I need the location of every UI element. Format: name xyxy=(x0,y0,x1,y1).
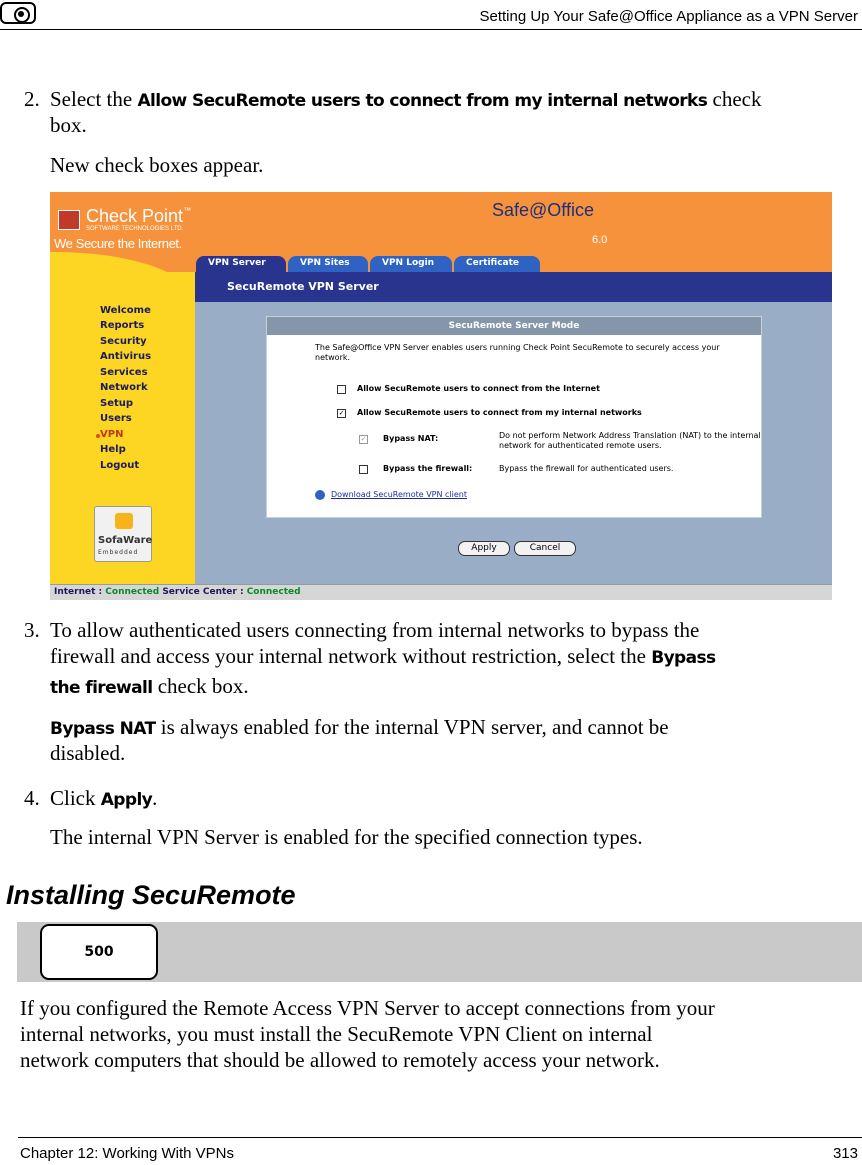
page-header xyxy=(0,0,862,32)
step4-bold: Apply xyxy=(100,790,153,810)
step4-number: 4. xyxy=(24,786,40,810)
footer-chapter: Chapter 12: Working With VPNs xyxy=(20,1145,234,1162)
panel-title: SecuRemote Server Mode xyxy=(267,317,761,335)
nav-antivirus[interactable]: Antivirus xyxy=(100,351,152,362)
product-version: 6.0 xyxy=(592,234,608,246)
nav-network[interactable]: Network xyxy=(100,382,148,393)
step3-note-line2: disabled. xyxy=(50,741,126,765)
section-title: Installing SecuRemote xyxy=(6,880,296,910)
brand-tagline: We Secure the Internet. xyxy=(54,236,182,251)
header-title: Setting Up Your Safe@Office Appliance as a VPN Server xyxy=(479,8,858,25)
tab-vpn-server[interactable]: VPN Server xyxy=(196,256,286,272)
step4-line: Click Apply. xyxy=(50,786,158,810)
tab-vpn-sites[interactable]: VPN Sites xyxy=(288,256,368,272)
bypass-firewall-label: Bypass the firewall: xyxy=(383,464,473,473)
download-client-link[interactable]: Download SecuRemote VPN client xyxy=(331,490,467,499)
allow-internet-label: Allow SecuRemote users to connect from the Internet xyxy=(357,384,600,393)
bypass-nat-desc: Do not perform Network Address Translation (NAT) to the internal network for authenticated remote users. xyxy=(499,431,761,450)
allow-internal-label: Allow SecuRemote users to connect from my internal networks xyxy=(357,408,642,417)
cancel-button[interactable]: Cancel xyxy=(514,541,576,556)
nav-logout[interactable]: Logout xyxy=(100,460,140,471)
securemote-server-mode-panel xyxy=(266,316,762,518)
step2-bold: Allow SecuRemote users to connect from my internal networks xyxy=(137,91,708,111)
tab-certificate[interactable]: Certificate xyxy=(454,256,540,272)
step2-result: New check boxes appear. xyxy=(50,153,264,177)
step3-number: 3. xyxy=(24,618,40,642)
panel-description: The Safe@Office VPN Server enables users running Check Point SecuRemote to securely access your network. xyxy=(315,343,720,362)
nav-users[interactable]: Users xyxy=(100,413,132,424)
sofaware-icon xyxy=(115,513,133,529)
model-badge: 500 xyxy=(40,924,158,980)
section-para-line1: If you configured the Remote Access VPN Server to accept connections from your xyxy=(20,996,715,1020)
download-arrow-icon xyxy=(315,490,325,500)
allow-internal-checkbox[interactable]: ✓ xyxy=(338,409,345,417)
nav-vpn[interactable]: VPN xyxy=(100,429,124,440)
sofaware-logo xyxy=(94,506,152,562)
nav-setup[interactable]: Setup xyxy=(100,398,134,409)
nav-security[interactable]: Security xyxy=(100,336,147,347)
footer-page-number: 313 xyxy=(832,1145,858,1162)
bypass-firewall-checkbox[interactable] xyxy=(359,465,368,474)
safe-office-screenshot xyxy=(50,192,832,600)
step3-bold-a: Bypass xyxy=(651,648,716,668)
status-internet-value: Connected xyxy=(105,587,160,597)
footer-rule xyxy=(18,1137,862,1138)
step2-text-after: check xyxy=(707,87,762,111)
step2-line1 xyxy=(50,86,762,114)
sofaware-sub: Embedded xyxy=(98,549,139,556)
step3-note-bold: Bypass NAT xyxy=(50,719,156,739)
check-point-logo-icon xyxy=(0,2,36,24)
step2-line2: box. xyxy=(50,113,87,137)
status-bar xyxy=(50,584,832,600)
nav-welcome[interactable]: Welcome xyxy=(100,305,151,316)
sofaware-name: SofaWare xyxy=(98,535,153,546)
step3-line3: the firewall check box. xyxy=(50,674,249,698)
step3-note: Bypass NAT is always enabled for the internal VPN server, and cannot be xyxy=(50,715,669,739)
step3-line2: firewall and access your internal network without restriction, select the Bypass xyxy=(50,644,716,668)
status-service-value: Connected xyxy=(246,587,301,597)
section-para-line3: network computers that should be allowed to remotely access your network. xyxy=(20,1048,660,1072)
apply-button[interactable]: Apply xyxy=(458,541,510,556)
section-title-band: SecuRemote VPN Server xyxy=(195,272,832,302)
brand-name: Check Point™ xyxy=(86,206,192,226)
section-para-line2: internal networks, you must install the SecuRemote VPN Client on internal xyxy=(20,1022,653,1046)
step4-result: The internal VPN Server is enabled for the specified connection types. xyxy=(50,825,643,849)
allow-internet-checkbox[interactable] xyxy=(337,385,346,394)
bypass-firewall-desc: Bypass the firewall for authenticated users. xyxy=(499,464,674,473)
step3-bold-b: the firewall xyxy=(50,678,153,698)
header-rule xyxy=(0,29,862,30)
step2-text-before: Select the xyxy=(50,87,138,111)
check-point-envelope-icon xyxy=(58,210,80,230)
nav-reports[interactable]: Reports xyxy=(100,320,145,331)
bypass-nat-checkbox: ✓ xyxy=(360,435,367,443)
status-service-label: Service Center : xyxy=(162,587,247,597)
step2-number: 2. xyxy=(24,87,40,111)
brand-sub: SOFTWARE TECHNOLOGIES LTD. xyxy=(86,226,184,232)
nav-help[interactable]: Help xyxy=(100,444,126,455)
nav-services[interactable]: Services xyxy=(100,367,148,378)
tab-vpn-login[interactable]: VPN Login xyxy=(370,256,452,272)
bypass-nat-label: Bypass NAT: xyxy=(383,434,439,443)
product-name: Safe@Office xyxy=(492,200,594,220)
status-internet-label: Internet : xyxy=(54,587,106,597)
step3-line1: To allow authenticated users connecting from internal networks to bypass the xyxy=(50,618,700,642)
